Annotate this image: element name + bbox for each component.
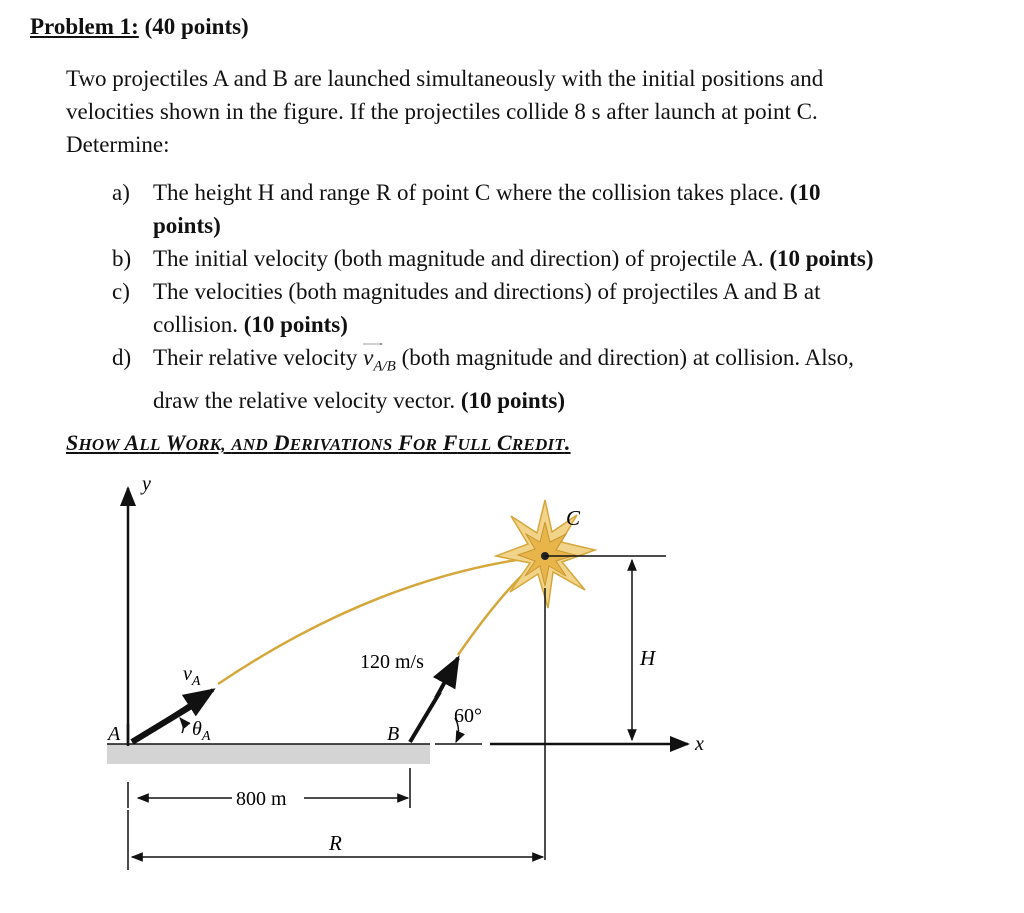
velocity-a-arrow	[162, 690, 213, 723]
part-text: The initial velocity (both magnitude and direction) of projectile A.	[153, 246, 764, 271]
problem-statement	[66, 62, 966, 161]
launcher-b	[410, 692, 440, 742]
part-c	[112, 275, 1002, 341]
point-a-label: A	[108, 723, 121, 745]
part-text: The velocities (both magnitudes and directions) of projectiles A and B at	[153, 279, 821, 304]
projectile-figure	[0, 470, 1024, 910]
velocity-b-arrow	[436, 658, 458, 698]
speed-b-label: 120 m/s	[360, 651, 424, 673]
angle-b-label: 60°	[454, 705, 482, 727]
part-points: (10 points)	[243, 312, 348, 337]
part-d	[112, 341, 1002, 417]
distance-ab-label: 800 m	[236, 788, 287, 810]
part-label: a)	[112, 180, 130, 205]
part-b	[112, 242, 1002, 275]
velocity-a-label: $v_A$	[183, 663, 201, 689]
part-text-cont: (both magnitude and direction) at collision. Also,	[401, 345, 854, 370]
part-points: (10	[789, 180, 821, 205]
part-text-line2: draw the relative velocity vector.	[153, 387, 456, 413]
point-c-label: C	[566, 506, 581, 530]
vector-arrow-icon	[363, 343, 383, 345]
part-a	[112, 176, 1002, 242]
range-label: R	[329, 831, 342, 855]
part-label: d)	[112, 345, 132, 370]
part-text-cont: collision.	[153, 312, 238, 337]
theta-a-label: $\theta_A$	[192, 718, 211, 744]
part-points: (10 points)	[769, 246, 874, 271]
part-label: b)	[112, 246, 132, 271]
problem-parts-list	[112, 176, 1002, 417]
statement-line-1: Two projectiles A and B are launched simultaneously with the initial positions and	[66, 66, 824, 91]
height-label: H	[640, 646, 656, 670]
part-text: Their relative velocity	[153, 345, 358, 370]
statement-line-2: velocities shown in the figure. If the projectiles collide 8 s after launch at point C.	[66, 99, 818, 124]
point-b-label: B	[387, 723, 400, 745]
x-axis-label: x	[695, 733, 704, 755]
part-points-cont: points)	[153, 213, 221, 238]
part-points: (10 points)	[460, 387, 565, 413]
y-axis-label: y	[142, 473, 151, 495]
problem-points: (40 points)	[144, 14, 249, 39]
instruction-banner: SHOW ALL WORK, AND DERIVATIONS FOR FULL CREDIT.	[66, 430, 571, 455]
problem-heading: Problem 1:	[30, 14, 139, 39]
ground-strip	[107, 744, 430, 764]
problem-title	[30, 14, 249, 40]
relative-velocity-symbol: $v_{A/B}$	[363, 345, 396, 375]
theta-a-arc	[180, 718, 183, 733]
part-label: c)	[112, 279, 130, 304]
statement-line-3: Determine:	[66, 132, 170, 157]
part-text: The height H and range R of point C where the collision takes place.	[153, 180, 785, 205]
